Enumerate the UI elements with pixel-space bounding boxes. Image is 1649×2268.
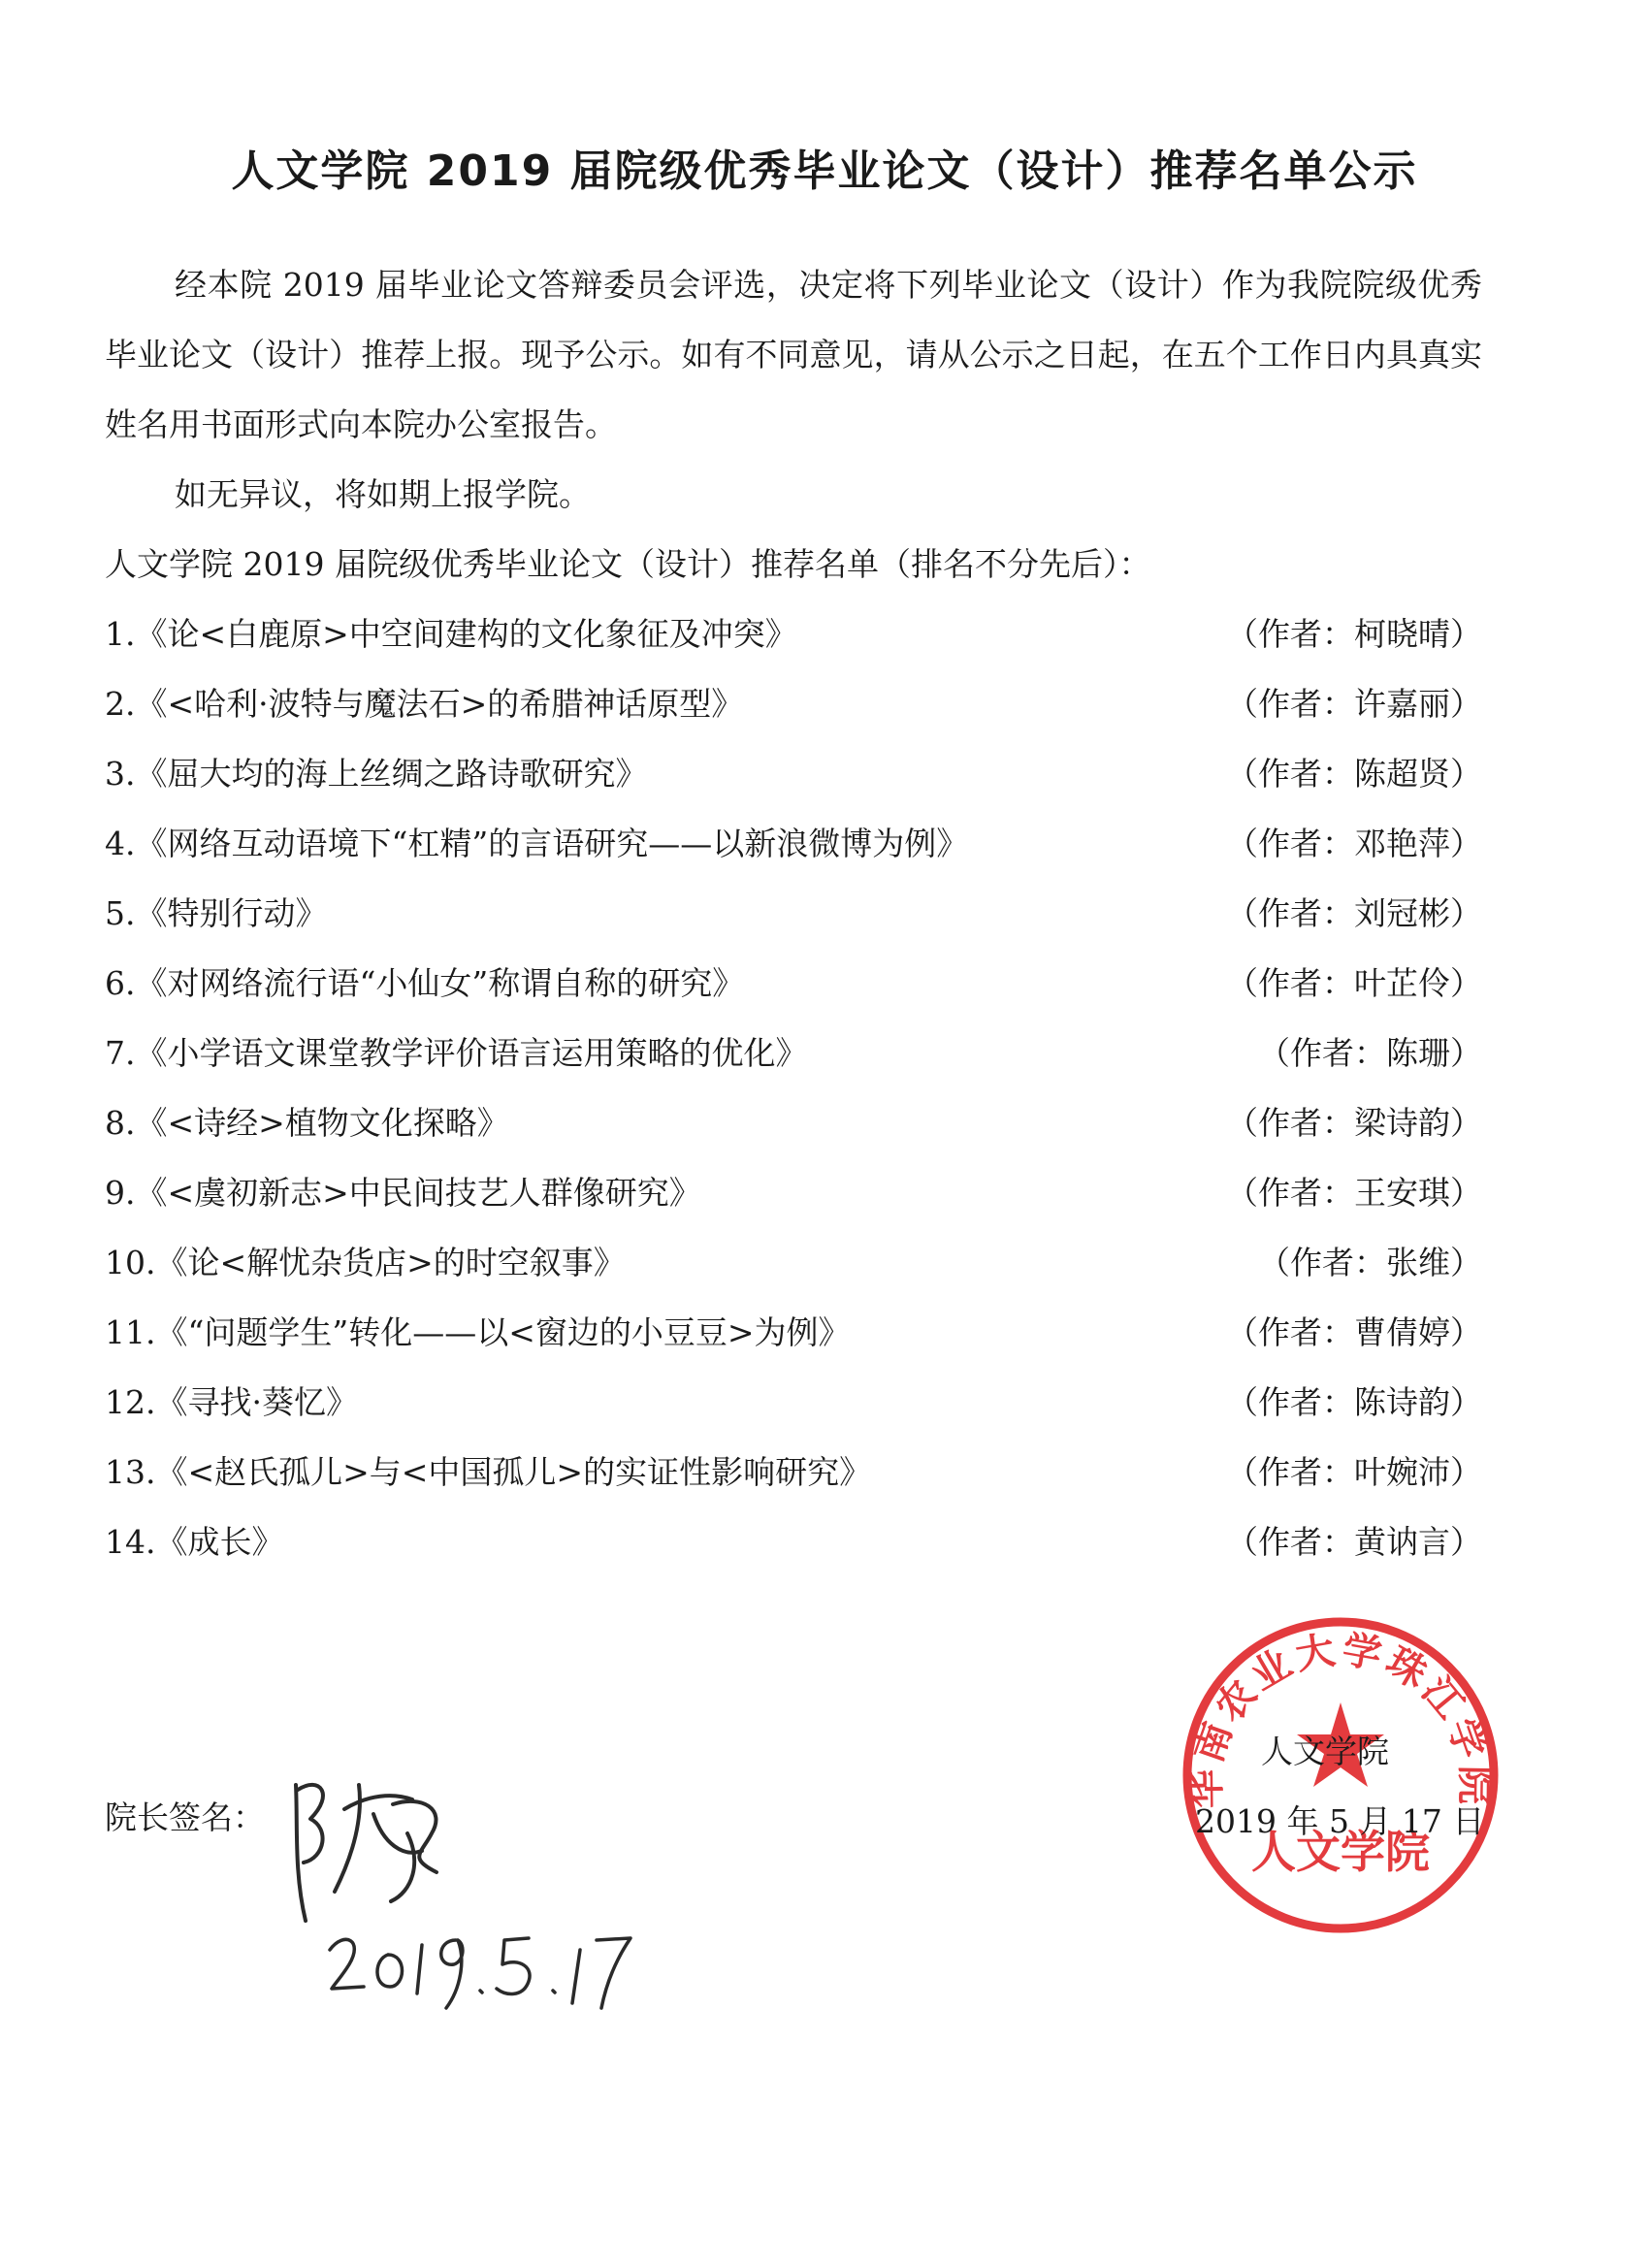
intro-paragraph: 经本院 2019 届毕业论文答辩委员会评选，决定将下列毕业论文（设计）作为我院院级优秀毕业论文（设计）推荐上报。现予公示。如有不同意见，请从公示之日起，在五个工作日内具真实姓名用书面形式向本院办公室报告。 [105, 266, 1482, 443]
thesis-title: 12.《寻找·葵忆》 [105, 1383, 358, 1421]
list-item [105, 949, 1482, 1019]
thesis-title: 8.《<诗经>植物文化探略》 [105, 1104, 509, 1142]
list-item [105, 669, 1482, 739]
thesis-title: 10.《论<解忧杂货店>的时空叙事》 [105, 1244, 626, 1281]
thesis-title: 11.《“问题学生”转化——以<窗边的小豆豆>为例》 [105, 1313, 851, 1351]
list-item [105, 809, 1482, 879]
thesis-title: 7.《小学语文课堂教学评价语言运用策略的优化》 [105, 1034, 808, 1072]
list-item [105, 1088, 1482, 1158]
official-seal [1176, 1610, 1505, 1940]
thesis-title: 2.《<哈利·波特与魔法石>的希腊神话原型》 [105, 685, 744, 723]
handwritten-date [320, 1911, 640, 2018]
second-paragraph: 如无异议，将如期上报学院。 [175, 475, 591, 513]
svg-text:人文学院: 人文学院 [1251, 1826, 1430, 1878]
thesis-author: （作者：叶婉沛） [1226, 1453, 1482, 1491]
thesis-author: （作者：许嘉丽） [1226, 685, 1482, 723]
document-title: 人文学院 2019 届院级优秀毕业论文（设计）推荐名单公示 [231, 146, 1418, 196]
thesis-author: （作者：陈超贤） [1226, 755, 1482, 793]
thesis-title: 13.《<赵氏孤儿>与<中国孤儿>的实证性影响研究》 [105, 1453, 872, 1491]
list-item [105, 1019, 1482, 1088]
list-item [105, 1298, 1482, 1368]
thesis-author: （作者：陈珊） [1258, 1034, 1482, 1072]
signature-label: 院长签名： [105, 1798, 265, 1836]
thesis-author: （作者：王安琪） [1226, 1174, 1482, 1212]
thesis-list [105, 599, 1482, 1577]
thesis-author: （作者：黄讷言） [1226, 1523, 1482, 1561]
svg-text:华南农业大学珠江学院: 华南农业大学珠江学院 [1183, 1627, 1498, 1809]
list-item [105, 1507, 1482, 1577]
thesis-title: 5.《特别行动》 [105, 894, 328, 932]
issuing-organization: 人文学院 [1261, 1733, 1389, 1770]
list-item [105, 599, 1482, 669]
thesis-author: （作者：曹倩婷） [1226, 1313, 1482, 1351]
thesis-title: 9.《<虞初新志>中民间技艺人群像研究》 [105, 1174, 701, 1212]
thesis-author: （作者：张维） [1258, 1244, 1482, 1281]
issue-date: 2019 年 5 月 17 日 [1195, 1802, 1485, 1840]
thesis-author: （作者：刘冠彬） [1226, 894, 1482, 932]
thesis-title: 1.《论<白鹿原>中空间建构的文化象征及冲突》 [105, 615, 797, 653]
list-heading: 人文学院 2019 届院级优秀毕业论文（设计）推荐名单（排名不分先后）： [105, 545, 1151, 583]
thesis-author: （作者：叶芷伶） [1226, 964, 1482, 1002]
thesis-title: 3.《屈大均的海上丝绸之路诗歌研究》 [105, 755, 648, 793]
thesis-author: （作者：柯晓晴） [1226, 615, 1482, 653]
list-item [105, 1438, 1482, 1507]
thesis-author: （作者：梁诗韵） [1226, 1104, 1482, 1142]
thesis-author: （作者：邓艳萍） [1226, 825, 1482, 862]
handwritten-signature [276, 1766, 461, 1930]
thesis-title: 4.《网络互动语境下“杠精”的言语研究——以新浪微博为例》 [105, 825, 969, 862]
list-item [105, 879, 1482, 949]
thesis-title: 14.《成长》 [105, 1523, 284, 1561]
thesis-author: （作者：陈诗韵） [1226, 1383, 1482, 1421]
list-item [105, 1368, 1482, 1438]
thesis-title: 6.《对网络流行语“小仙女”称谓自称的研究》 [105, 964, 745, 1002]
list-item [105, 1228, 1482, 1298]
list-item [105, 1158, 1482, 1228]
list-item [105, 739, 1482, 809]
